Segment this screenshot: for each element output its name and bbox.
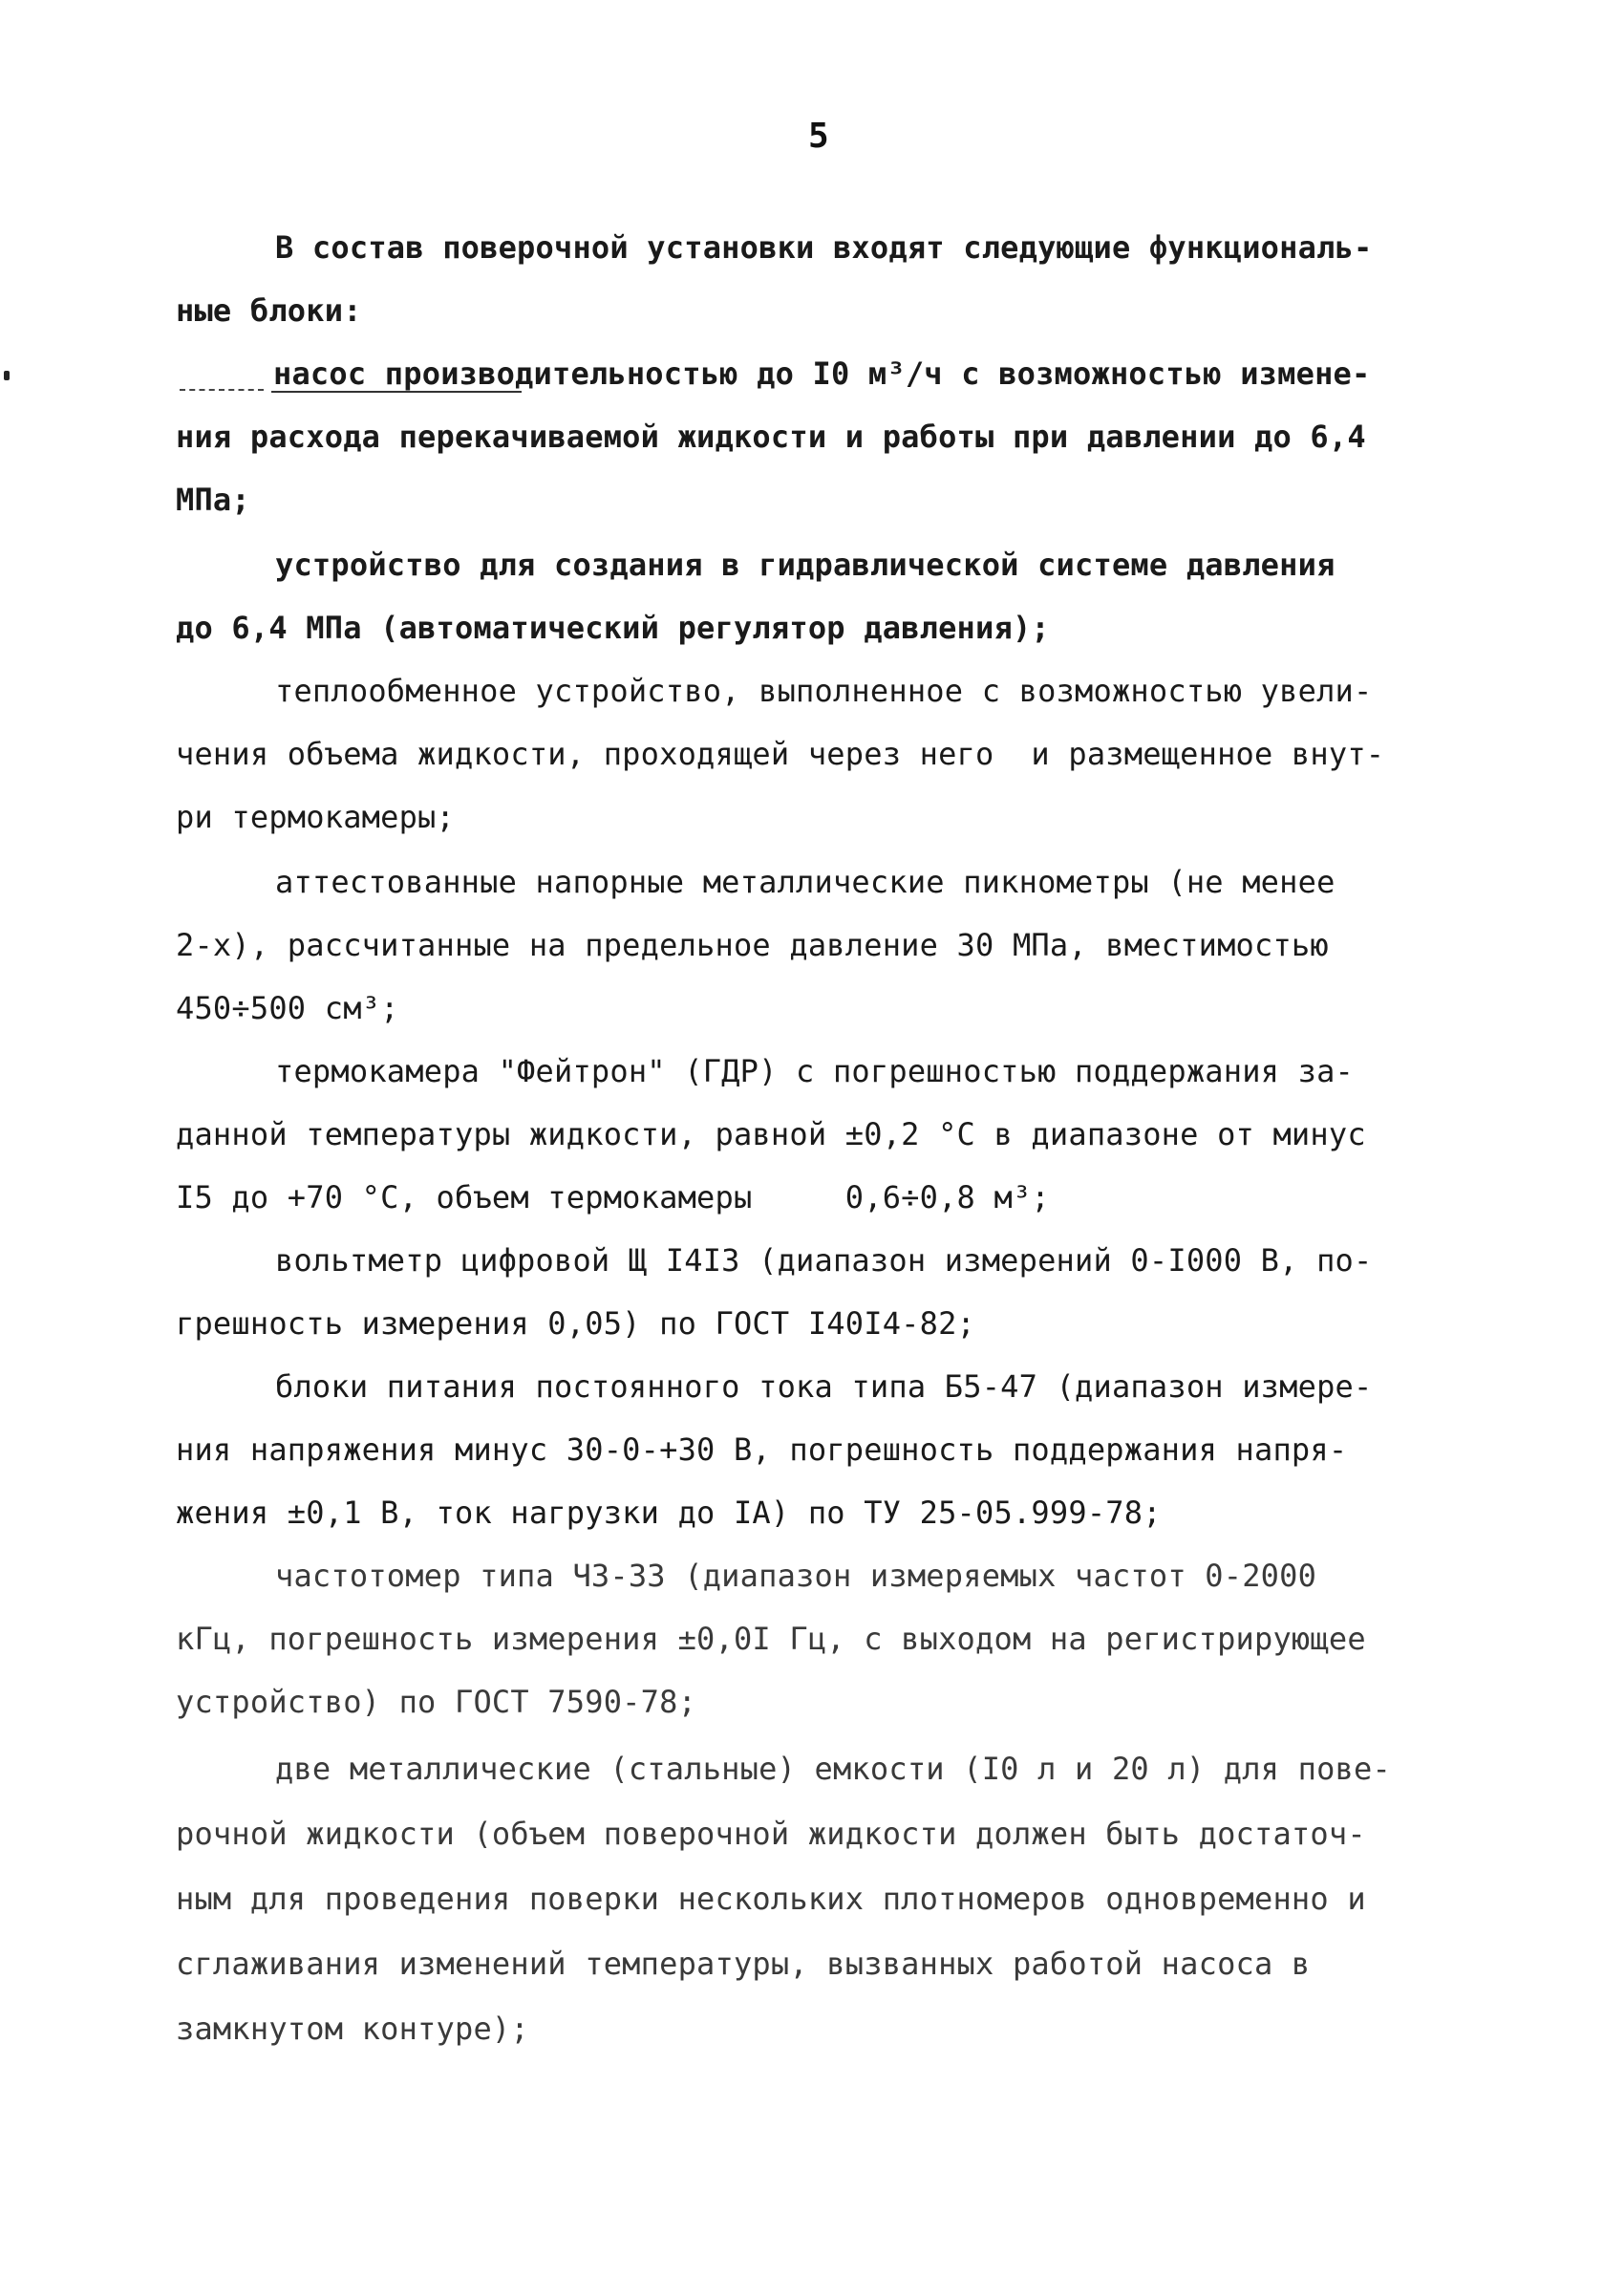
text-line: жения ±0,1 В, ток нагрузки до IА) по ТУ 25-05.999-78;	[176, 1495, 1162, 1531]
text-line: рочной жидкости (объем поверочной жидкости должен быть достаточ-	[176, 1816, 1366, 1852]
text-line: 2-х), рассчитанные на предельное давление 30 МПа, вместимостью	[176, 927, 1329, 963]
text-line: ния напряжения минус 30-0-+30 В, погрешность поддержания напря-	[176, 1431, 1348, 1468]
text-line: термокамера "Фейтрон" (ГДР) с погрешностью поддержания за-	[275, 1053, 1355, 1089]
text-line: ри термокамеры;	[176, 799, 455, 835]
text-line: вольтметр цифровой Щ I4I3 (диапазон измерений 0-I000 В, по-	[275, 1242, 1373, 1279]
text-line: данной температуры жидкости, равной ±0,2 °С в диапазоне от минус	[176, 1116, 1366, 1152]
text-line: устройство) по ГОСТ 7590-78;	[176, 1684, 697, 1720]
text-line: I5 до +70 °С, объем термокамеры 0,6÷0,8 м³;	[176, 1179, 1050, 1215]
text-line: ния расхода перекачиваемой жидкости и работы при давлении до 6,4	[176, 419, 1366, 455]
text-line: 450÷500 см³;	[176, 990, 399, 1026]
text-line: теплообменное устройство, выполненное с возможностью увели-	[275, 673, 1373, 709]
text-line: МПа;	[176, 482, 250, 518]
text-line: устройство для создания в гидравлической системе давления	[275, 547, 1336, 583]
text-line: ные блоки:	[176, 292, 362, 329]
text-line: замкнутом контуре);	[176, 2011, 529, 2047]
text-line: грешность измерения 0,05) по ГОСТ I40I4-82;	[176, 1305, 976, 1342]
text-line: чения объема жидкости, проходящей через него и размещенное внут-	[176, 736, 1385, 772]
text-line: блоки питания постоянного тока типа Б5-47 (диапазон измере-	[275, 1368, 1373, 1405]
text-line: две металлические (стальные) емкости (I0 л и 20 л) для пове-	[275, 1751, 1391, 1787]
text-line: до 6,4 МПа (автоматический регулятор давления);	[176, 610, 1050, 646]
page-number: 5	[808, 117, 829, 156]
text-line: ным для проведения поверки нескольких плотномеров одновременно и	[176, 1881, 1366, 1917]
text-line: аттестованные напорные металлические пикнометры (не менее	[275, 864, 1336, 900]
text-line: В состав поверочной установки входят следующие функциональ-	[275, 229, 1373, 266]
text-line: частотомер типа Ч3-33 (диапазон измеряемых частот 0-2000	[275, 1558, 1317, 1594]
margin-mark	[4, 371, 10, 380]
text-line: кГц, погрешность измерения ±0,0I Гц, с выходом на регистрирующее	[176, 1621, 1366, 1657]
text-line: сглаживания изменений температуры, вызванных работой насоса в	[176, 1946, 1311, 1982]
dash-lead-mark	[180, 389, 264, 391]
text-line: насос производительностью до I0 м³/ч с возможностью измене-	[273, 355, 1371, 392]
